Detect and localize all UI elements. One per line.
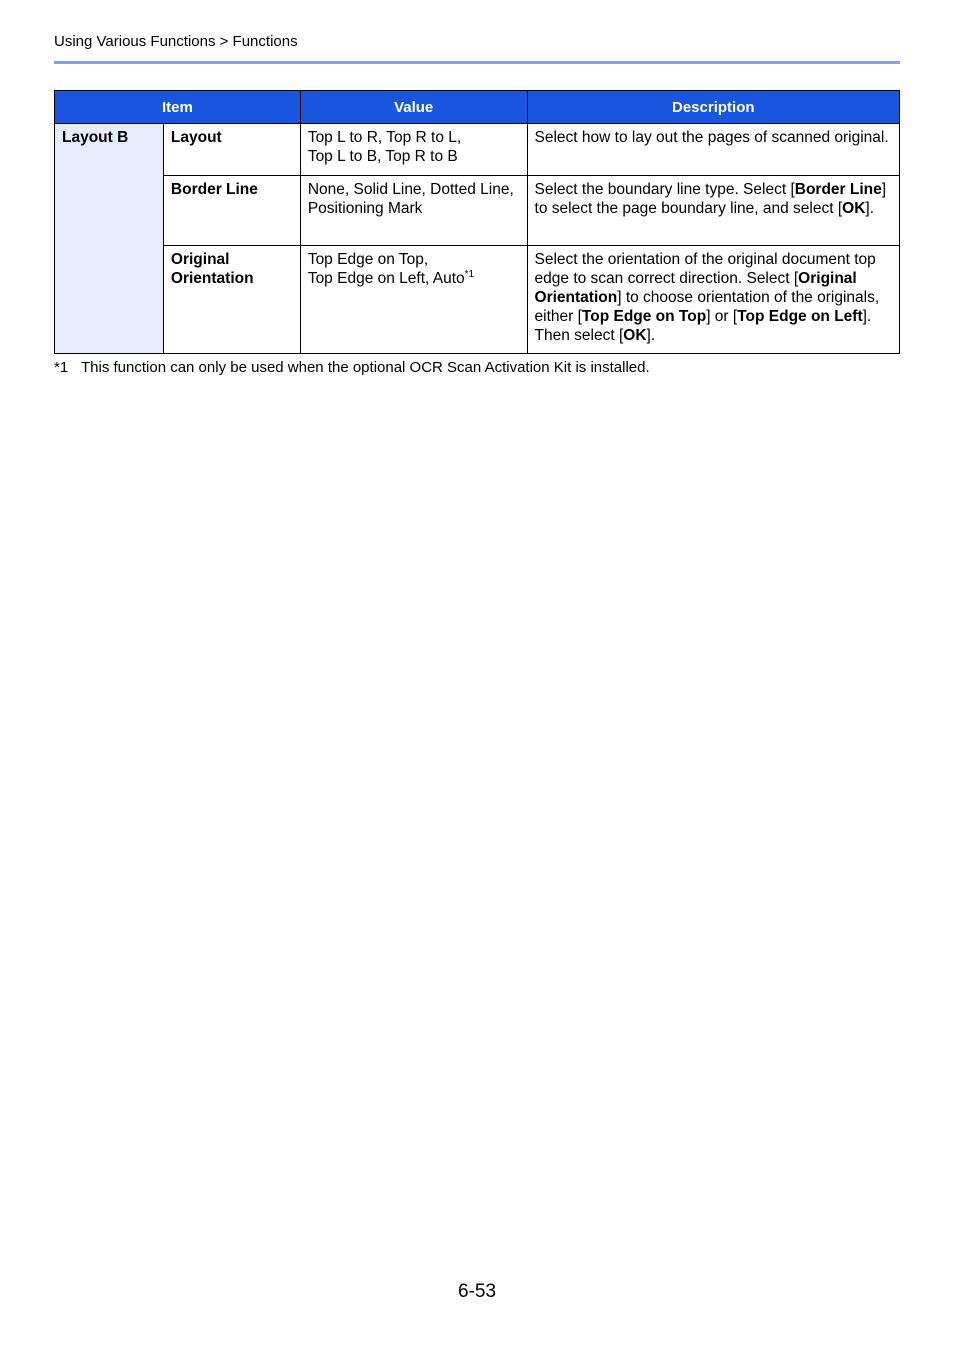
description-bold-text: Top Edge on Top: [581, 308, 707, 325]
description-bold-text: OK: [623, 327, 647, 344]
description-text: ] to choose orientation of the originals, either [: [534, 289, 880, 325]
description-text: Select how to lay out the pages of scanned original.: [534, 129, 889, 146]
value-cell-original-orientation: [300, 246, 527, 354]
page-number: 6-53: [458, 1281, 497, 1302]
description-text: ]. Then select [: [534, 308, 872, 344]
item-line: Original: [170, 251, 230, 268]
header-divider: [54, 61, 900, 64]
value-line: Top L to R, Top R to L,: [307, 129, 462, 146]
description-bold-text: Original Orientation: [534, 270, 857, 306]
header-value: Value: [300, 91, 527, 124]
description-bold-text: Border Line: [794, 181, 882, 198]
value-cell-layout: [300, 124, 527, 176]
value-line: Top Edge on Left, Auto: [307, 270, 465, 287]
description-text: ] or [: [706, 308, 738, 325]
footnote-mark: *1: [54, 359, 69, 376]
header-description: Description: [527, 91, 899, 124]
footnote-reference: *1: [464, 268, 475, 280]
item-cell-original-orientation: [163, 246, 300, 354]
item-cell-border-line: Border Line: [163, 176, 300, 246]
table-row: [55, 176, 900, 246]
function-table: [54, 90, 900, 354]
table-row: [55, 124, 900, 176]
description-cell-original-orientation: [527, 246, 899, 354]
value-line: Positioning Mark: [307, 200, 423, 217]
item-line: Orientation: [170, 270, 254, 287]
breadcrumb: Using Various Functions > Functions: [54, 33, 298, 50]
value-line: None, Solid Line, Dotted Line,: [307, 181, 514, 198]
value-line: Top L to B, Top R to B: [307, 148, 458, 165]
description-bold-text: OK: [842, 200, 866, 217]
item-cell-layout: Layout: [163, 124, 300, 176]
description-cell-layout: [527, 124, 899, 176]
table-header-row: [55, 91, 900, 124]
value-line: Top Edge on Top,: [307, 251, 429, 268]
header-item: Item: [55, 91, 301, 124]
group-cell-layout-b: Layout B: [55, 124, 164, 354]
description-text: ] to select the page boundary line, and select [: [534, 181, 887, 217]
description-cell-border-line: [527, 176, 899, 246]
description-text: ].: [646, 327, 656, 344]
description-bold-text: Top Edge on Left: [737, 308, 863, 325]
description-text: Select the boundary line type. Select [: [534, 181, 795, 198]
value-cell-border-line: [300, 176, 527, 246]
table-row: [55, 246, 900, 354]
description-text: Select the orientation of the original document top edge to scan correct direction. Select [: [534, 251, 876, 287]
footnote: [54, 359, 650, 376]
description-text: ].: [865, 200, 875, 217]
footnote-text: This function can only be used when the optional OCR Scan Activation Kit is installed.: [81, 359, 650, 376]
